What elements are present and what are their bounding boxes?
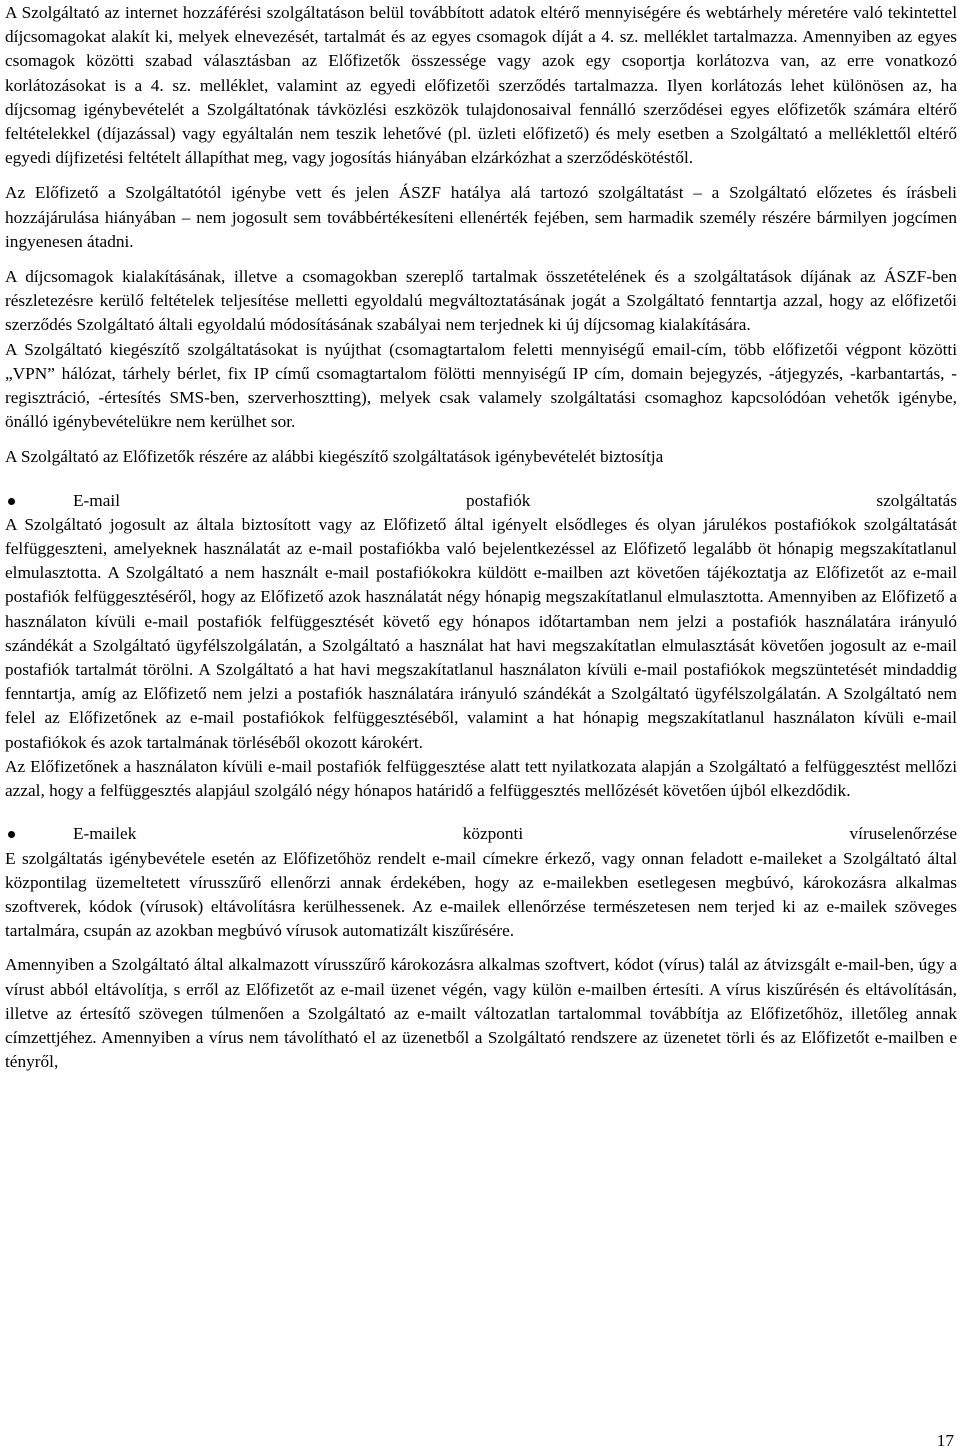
bullet-title: E-mailek központi víruselenőrzése — [73, 824, 957, 844]
paragraph-mailbox-statement: Az Előfizetőnek a használaton kívüli e-mail postafiók felfüggesztése alatt tett nyilatkozata alapján a Szolgáltató a felfüggesztést mellőzi azzal, hogy a felfüggesztés alapjául szolgáló négy hónapos határidő a felfüggesztés mellőzését követően újból elkezdődik. — [5, 756, 957, 801]
paragraph-package-modification: A díjcsomagok kialakításának, illetve a csomagokban szereplő tartalmak összetételének és a szolgáltatások díjának az ÁSZF-ben részletezésre kerülő feltételek teljesítése melletti egyoldalú megváltoztatásának jogát a Szolgáltató fenntartja azzal, hogy az előfizetői szerződés Szolgáltató általi egyoldalú módosításának szabályai nem terjednek ki új díjcsomag kialakítására. — [5, 267, 957, 335]
bullet-title: E-mail postafiók szolgáltatás — [73, 490, 957, 510]
paragraph-service-packages: A Szolgáltató az internet hozzáférési szolgáltatáson belül továbbított adatok eltérő mennyiségére és webtárhely méretére való tekintettel díjcsomagokat alakít ki, melyek elnevezését, tartalmát és az egyes csomagok díját a 4. sz. melléklet tartalmazza. Amennyiben az egyes csomagok közötti szabad választásban az Előfizetők összessége vagy azok egy csoportja korlátozva van, az erre vonatkozó korlátozásokat is a 4. sz. melléklet, valamint az egyedi előfizetői szerződés tartalmazza. Ilyen korlátozás lehet különösen az, ha díjcsomag igénybevételét a Szolgáltatónak távközlési eszközök tulajdonosaival fennálló szerződései egyes előfizetők számára eltérő feltételekkel (díjazással) vagy egyáltalán nem teszik lehetővé (pl. üzleti előfizető) és mely esetben a Szolgáltató a melléklettől eltérő egyedi díjfizetési feltételt állapíthat meg, vagy jogosítás hiányában elzárkózhat a szerződéskötéstől. — [5, 3, 957, 168]
document-page — [5, 0, 957, 1074]
paragraph-supplementary-intro: A Szolgáltató az Előfizetők részére az alábbi kiegészítő szolgáltatások igénybevételét biztosítja — [5, 447, 664, 467]
bullet-email-mailbox — [5, 489, 957, 513]
bullet-icon — [8, 831, 15, 838]
bullet-icon — [8, 498, 15, 505]
paragraph-supplementary-services: A Szolgáltató kiegészítő szolgáltatásokat is nyújthat (csomagtartalom feletti mennyiségű email-cím, több előfizetői végpont közötti „VPN” hálózat, tárhely bérlet, fix IP című csomagtartalom fölötti mennyiségű IP cím, domain bejegyzés, -átjegyzés, -karbantartás, -regisztráció, -értesítés SMS-ben, szerverhosztting), melyek csak valamely szolgáltatási csomaghoz kapcsolódóan vehetők igénybe, önálló igénybevételükre nem kerülhet sor. — [5, 339, 957, 432]
paragraph-virus-check-description: E szolgáltatás igénybevétele esetén az Előfizetőhöz rendelt e-mail címekre érkező, vagy onnan feladott e-maileket a Szolgáltató által központilag üzemeltetett vírusszűrő ellenőrzi annak érdekében, hogy az e-mailekben esetlegesen megbúvó, károkozásra alkalmas szoftverek, kódok (vírusok) eltávolításra kerülhessenek. Az e-mailek ellenőrzése természetesen nem terjed ki az e-mailek szöveges tartalmára, csupán az azokban megbúvó vírusok automatizált kiszűrésére. — [5, 848, 957, 941]
paragraph-resale-prohibition: Az Előfizető a Szolgáltatótól igénybe vett és jelen ÁSZF hatálya alá tartozó szolgáltatást – a Szolgáltató előzetes és írásbeli hozzájárulása hiányában – nem jogosult sem továbbértékesíteni ellenérték fejében, sem harmadik személy részére bármilyen jogcímen ingyenesen átadni. — [5, 183, 957, 251]
paragraph-virus-removal: Amennyiben a Szolgáltató által alkalmazott vírusszűrő károkozásra alkalmas szoftvert, kódot (vírus) talál az átvizsgált e-mail-ben, úgy a vírust abból eltávolítja, s erről az Előfizetőt az e-mail üzenet végén, vagy külön e-mailben értesíti. A vírus kiszűrésén és eltávolításán, illetve az értesítő szövegen túlmenően a Szolgáltató az e-mailt változatlan tartalommal továbbítja az Előfizetőhöz, illetőleg annak címzettjéhez. Amennyiben a vírus nem távolítható el az üzenetből a Szolgáltató rendszere az üzenetet törli és az Előfizetőt e-mailben e tényről, — [5, 955, 957, 1072]
page-number: 17 — [936, 1431, 954, 1450]
bullet-email-virus-check — [5, 822, 957, 846]
paragraph-mailbox-suspension: A Szolgáltató jogosult az általa biztosított vagy az Előfizető által igényelt elsődleges és olyan járulékos postafiókok szolgáltatását felfüggeszteni, amelyeknek használatát az e-mail postafiókba való bejelentkezéssel az Előfizető legalább öt hónapig megszakítatlanul elmulasztotta. A Szolgáltató a nem használt e-mail postafiókokra küldött e-mailben azt követően tájékoztatja az Előfizetőt az e-mail postafiók felfüggesztéséről, hogy az Előfizető azok használatát négy hónapig megszakítatlanul elmulasztotta. Amennyiben az Előfizető a használaton kívüli e-mail postafiók felfüggesztését követő egy hónapos időtartamban nem jelzi a postafiók használatára irányuló szándékát a Szolgáltató ügyfélszolgálatán, a Szolgáltató a használat hat havi megszakítatlan elmulasztását követően jogosult az e-mail postafiók tartalmát törölni. A Szolgáltató a hat havi megszakítatlanul használaton kívüli e-mail postafiókok megszüntetését mindaddig fenntartja, amíg az Előfizető nem jelzi a postafiók használatára irányuló szándékát a Szolgáltató ügyfélszolgálatán. A Szolgáltató nem felel az Előfizetőnek az e-mail postafiókok felfüggesztéséből, valamint a hat hónapig megszakítatlanul használaton kívüli e-mail postafiókok és azok tartalmának törléséből okozott károkért. — [5, 514, 957, 752]
